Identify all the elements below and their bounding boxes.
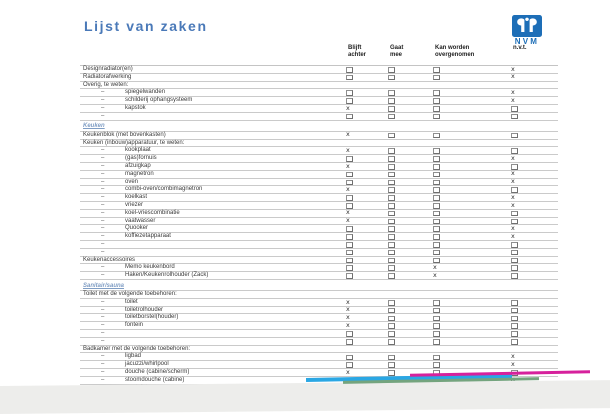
dash: – [101,272,105,279]
checkbox-gaat-mee[interactable] [388,195,395,201]
checkbox-blijft-achter-checked[interactable]: x [346,313,350,322]
checkbox-gaat-mee[interactable] [388,180,395,186]
checkbox-gaat-mee[interactable] [388,219,395,225]
item-label: Overig, te weten: [83,81,129,88]
checkbox-kan-worden-overgenomen-checked[interactable]: x [433,270,437,279]
table-row [80,186,558,194]
checkbox-gaat-mee[interactable] [388,331,395,337]
item-label: kapstok [125,104,146,111]
checkbox-gaat-mee[interactable] [388,355,395,361]
checkbox-blijft-achter[interactable] [346,156,353,162]
checkbox-nvt[interactable] [511,323,518,329]
item-label: magnetron [125,170,154,177]
dash: – [101,306,105,313]
item-label: schilderij ophangsysteem [125,97,193,104]
item-label: douche (cabine/scherm) [125,369,190,376]
item-label: Haken/Keukenrolhouder (Zack) [125,272,209,279]
checkbox-blijft-achter-checked[interactable]: x [346,208,350,217]
section-label-keuken [80,121,558,132]
table-row [80,353,558,361]
checkbox-gaat-mee[interactable] [388,98,395,104]
checkbox-blijft-achter-checked[interactable]: x [346,161,350,170]
nvm-logo [511,15,543,46]
dash: – [101,361,105,368]
checkbox-blijft-achter[interactable] [346,90,353,96]
checkbox-gaat-mee[interactable] [388,114,395,120]
checkbox-kan-worden-overgenomen[interactable] [433,219,440,225]
table-row [80,82,558,90]
dash: – [101,314,105,321]
checkbox-kan-worden-overgenomen-checked[interactable]: x [433,262,437,271]
checkbox-blijft-achter-checked[interactable]: x [346,130,350,139]
checkbox-blijft-achter[interactable] [346,114,353,120]
item-label: Keukenblok (met bovenkasten) [83,131,166,138]
checkbox-nvt[interactable] [511,106,518,112]
dash: – [101,240,105,247]
checkbox-nvt-checked[interactable]: x [511,359,515,368]
item-label: koelkast [125,194,148,201]
checkbox-kan-worden-overgenomen[interactable] [433,156,440,162]
checkbox-nvt-checked[interactable]: x [511,95,515,104]
table-row [80,89,558,97]
table-row [80,171,558,179]
item-label: jacuzzi/whirlpool [125,361,169,368]
item-label: vriezer [125,201,144,208]
checkbox-kan-worden-overgenomen[interactable] [433,339,440,345]
table-row [80,97,558,105]
nvm-logo-text: NVM [514,37,540,46]
table-row [80,299,558,307]
checkbox-kan-worden-overgenomen[interactable] [433,323,440,329]
checkbox-blijft-achter-checked[interactable]: x [346,320,350,329]
checkbox-kan-worden-overgenomen[interactable] [433,226,440,232]
table-row [80,132,558,140]
checkbox-kan-worden-overgenomen[interactable] [433,172,440,178]
dash: – [101,298,105,305]
checkbox-kan-worden-overgenomen[interactable] [433,180,440,186]
item-label: (gas)fornuis [125,155,157,162]
table-row [80,140,558,148]
checkbox-blijft-achter[interactable] [346,258,353,264]
checkbox-kan-worden-overgenomen[interactable] [433,75,440,81]
column-header-line: overgenomen [435,51,475,58]
item-label: toilet [125,298,138,305]
table-row [80,291,558,299]
checkbox-nvt[interactable] [511,211,518,217]
dash: – [101,201,105,208]
checkbox-nvt-checked[interactable]: x [511,192,515,201]
checkbox-nvt[interactable] [511,300,518,306]
table-row [80,272,558,280]
checkbox-nvt-checked[interactable]: x [511,72,515,81]
checkbox-nvt[interactable] [511,114,518,120]
table-row [80,346,558,354]
checkbox-blijft-achter-checked[interactable]: x [346,184,350,193]
nvm-logo-icon [512,15,542,37]
table-row [80,218,558,226]
column-header-line: Kan worden [435,45,470,51]
checkbox-kan-worden-overgenomen[interactable] [433,148,440,154]
item-label: vaatwasser [125,217,156,224]
checkbox-kan-worden-overgenomen[interactable] [433,242,440,248]
checkbox-blijft-achter[interactable] [346,355,353,361]
checkbox-gaat-mee[interactable] [388,308,395,314]
items-table [80,65,558,408]
checkbox-nvt[interactable] [511,308,518,314]
column-header-nvt [513,45,527,52]
dash: – [101,217,105,224]
checkbox-nvt-checked[interactable]: x [511,200,515,209]
item-label: Keuken (inbouw)apparatuur, te weten: [83,139,185,146]
checkbox-gaat-mee[interactable] [388,226,395,232]
checkbox-nvt-checked[interactable]: x [511,88,515,96]
checkbox-blijft-achter-checked[interactable]: x [346,305,350,314]
checkbox-blijft-achter-checked[interactable]: x [346,216,350,225]
checkbox-blijft-achter-checked[interactable]: x [346,297,350,306]
checkbox-kan-worden-overgenomen[interactable] [433,203,440,209]
dash: – [101,337,105,344]
dash: – [101,330,105,337]
dash: – [101,104,105,111]
table-row [80,113,558,121]
checkbox-nvt[interactable] [511,339,518,345]
checkbox-blijft-achter-checked[interactable]: x [346,103,350,112]
checkbox-blijft-achter-checked[interactable]: x [346,367,350,376]
checkbox-gaat-mee[interactable] [388,234,395,240]
checkbox-nvt-checked[interactable]: x [511,352,515,361]
dash: – [101,170,105,177]
checkbox-kan-worden-overgenomen[interactable] [433,331,440,337]
checkbox-gaat-mee[interactable] [388,273,395,279]
checkbox-gaat-mee[interactable] [388,90,395,96]
checkbox-blijft-achter[interactable] [346,234,353,240]
item-label: combi-oven/combimagnetron [125,186,203,193]
column-header-blijft-achter [348,45,366,58]
dash: – [101,89,105,96]
checkbox-blijft-achter[interactable] [346,67,353,73]
table-row [80,257,558,265]
table-row [80,307,558,315]
dash: – [101,155,105,162]
checkbox-gaat-mee[interactable] [388,75,395,81]
dash: – [101,376,105,383]
checkbox-nvt-checked[interactable]: x [511,223,515,232]
checkbox-blijft-achter[interactable] [346,242,353,248]
table-row [80,233,558,241]
checkbox-gaat-mee[interactable] [388,316,395,322]
table-row [80,249,558,257]
checkbox-kan-worden-overgenomen[interactable] [433,362,440,368]
checkbox-gaat-mee[interactable] [388,106,395,112]
item-label: koel-vriescombinatie [125,209,180,216]
checkbox-gaat-mee[interactable] [388,148,395,154]
checkbox-kan-worden-overgenomen[interactable] [433,250,440,256]
checkbox-blijft-achter-checked[interactable]: x [346,145,350,154]
table-row [80,202,558,210]
checkbox-kan-worden-overgenomen[interactable] [433,308,440,314]
checkbox-kan-worden-overgenomen[interactable] [433,114,440,120]
checkbox-nvt-checked[interactable]: x [511,231,515,240]
dash: – [101,186,105,193]
dash: – [101,353,105,360]
table-row [80,330,558,338]
item-label: koffiezetapparaat [125,233,171,240]
checkbox-gaat-mee[interactable] [388,339,395,345]
checkbox-nvt[interactable] [511,133,518,139]
checkbox-nvt[interactable] [511,250,518,256]
dash: – [101,248,105,255]
table-row [80,210,558,218]
checkbox-kan-worden-overgenomen[interactable] [433,355,440,361]
checkbox-kan-worden-overgenomen[interactable] [433,195,440,201]
item-label: stoomdouche (cabine) [125,376,185,383]
checkbox-blijft-achter[interactable] [346,250,353,256]
checkbox-gaat-mee[interactable] [388,323,395,329]
checkbox-blijft-achter[interactable] [346,75,353,81]
checkbox-gaat-mee[interactable] [388,265,395,271]
checkbox-nvt[interactable] [511,331,518,337]
checkbox-nvt-checked[interactable]: x [511,64,515,73]
table-row [80,155,558,163]
column-header-line: achter [348,51,367,58]
checkbox-nvt-checked[interactable]: x [511,153,515,162]
table-row [80,74,558,82]
checkbox-blijft-achter[interactable] [346,226,353,232]
table-row [80,66,558,74]
checkbox-gaat-mee[interactable] [388,370,395,376]
dash: – [101,178,105,185]
dash: – [101,147,105,154]
column-header-line: mee [390,51,403,58]
checkbox-kan-worden-overgenomen[interactable] [433,187,440,193]
checkbox-gaat-mee[interactable] [388,258,395,264]
column-header-line: Gaat [390,45,404,51]
section-label-sanitair-sauna [80,280,558,291]
item-label: afzuigkap [125,162,151,169]
column-header-gaat-mee [390,45,403,58]
table-row [80,147,558,155]
dash: – [101,322,105,329]
checkbox-gaat-mee[interactable] [388,250,395,256]
checkbox-gaat-mee[interactable] [388,156,395,162]
table-row [80,338,558,346]
checkbox-blijft-achter[interactable] [346,331,353,337]
checkbox-blijft-achter[interactable] [346,265,353,271]
column-header-line: n.v.t. [513,45,527,51]
checkbox-gaat-mee[interactable] [388,242,395,248]
item-label: oven [125,178,139,185]
dash: – [101,112,105,119]
item-label: toiletborstel(houder) [125,314,179,321]
checkbox-gaat-mee[interactable] [388,362,395,368]
checkbox-nvt[interactable] [511,316,518,322]
item-label: ligbad [125,353,142,360]
item-label: Quooker [125,225,149,232]
checkbox-kan-worden-overgenomen[interactable] [433,106,440,112]
table-row [80,163,558,171]
section-label-text: Sanitair/sauna [83,282,125,289]
checkbox-gaat-mee[interactable] [388,187,395,193]
table-row [80,241,558,249]
checkbox-kan-worden-overgenomen[interactable] [433,98,440,104]
table-row [80,322,558,330]
checkbox-nvt[interactable] [511,242,518,248]
item-label: Toilet met de volgende toebehoren: [83,291,177,298]
item-label: fontein [125,322,144,329]
item-label: toiletrolhouder [125,306,164,313]
checkbox-kan-worden-overgenomen[interactable] [433,67,440,73]
checkbox-kan-worden-overgenomen[interactable] [433,211,440,217]
checkbox-gaat-mee[interactable] [388,164,395,170]
checkbox-kan-worden-overgenomen[interactable] [433,164,440,170]
checkbox-blijft-achter[interactable] [346,195,353,201]
column-header-kan-worden-overgenomen [435,45,474,58]
checkbox-gaat-mee[interactable] [388,203,395,209]
item-label: spiegelwanden [125,89,166,96]
item-label: Radiatorafwerking [83,73,132,80]
dash: – [101,225,105,232]
item-label: Keukenaccessoires [83,256,136,263]
checkbox-gaat-mee[interactable] [388,211,395,217]
checkbox-blijft-achter[interactable] [346,339,353,345]
dash: – [101,264,105,271]
checkbox-gaat-mee[interactable] [388,67,395,73]
checkbox-gaat-mee[interactable] [388,172,395,178]
table-row [80,314,558,322]
checkbox-kan-worden-overgenomen[interactable] [433,133,440,139]
table-row [80,225,558,233]
dash: – [101,209,105,216]
table-row [80,105,558,113]
item-label: Badkamer met de volgende toebehoren: [83,345,191,352]
table-row [80,264,558,272]
dash: – [101,162,105,169]
dash: – [101,369,105,376]
checkbox-kan-worden-overgenomen[interactable] [433,316,440,322]
checkbox-nvt[interactable] [511,258,518,264]
item-label: Designradiator(en) [83,66,133,72]
checkbox-nvt-checked[interactable]: x [511,169,515,178]
checkbox-kan-worden-overgenomen[interactable] [433,90,440,96]
column-header-line: Blijft [348,45,362,51]
checkbox-gaat-mee[interactable] [388,133,395,139]
dash: – [101,97,105,104]
page-title: Lijst van zaken [84,18,208,34]
checkbox-nvt[interactable] [511,273,518,279]
item-label: Memo keukenbord [125,264,175,271]
dash: – [101,233,105,240]
checkbox-nvt[interactable] [511,265,518,271]
item-label: kookplaat [125,147,151,154]
checkbox-blijft-achter[interactable] [346,273,353,279]
dash: – [101,194,105,201]
checkbox-blijft-achter[interactable] [346,172,353,178]
table-row [80,361,558,369]
table-row [80,179,558,187]
table-row [80,194,558,202]
checkbox-kan-worden-overgenomen[interactable] [433,234,440,240]
checkbox-nvt-checked[interactable]: x [511,177,515,186]
section-label-text: Keuken [83,123,105,130]
page-edge-background [0,380,610,414]
checkbox-kan-worden-overgenomen[interactable] [433,300,440,306]
checkbox-gaat-mee[interactable] [388,300,395,306]
